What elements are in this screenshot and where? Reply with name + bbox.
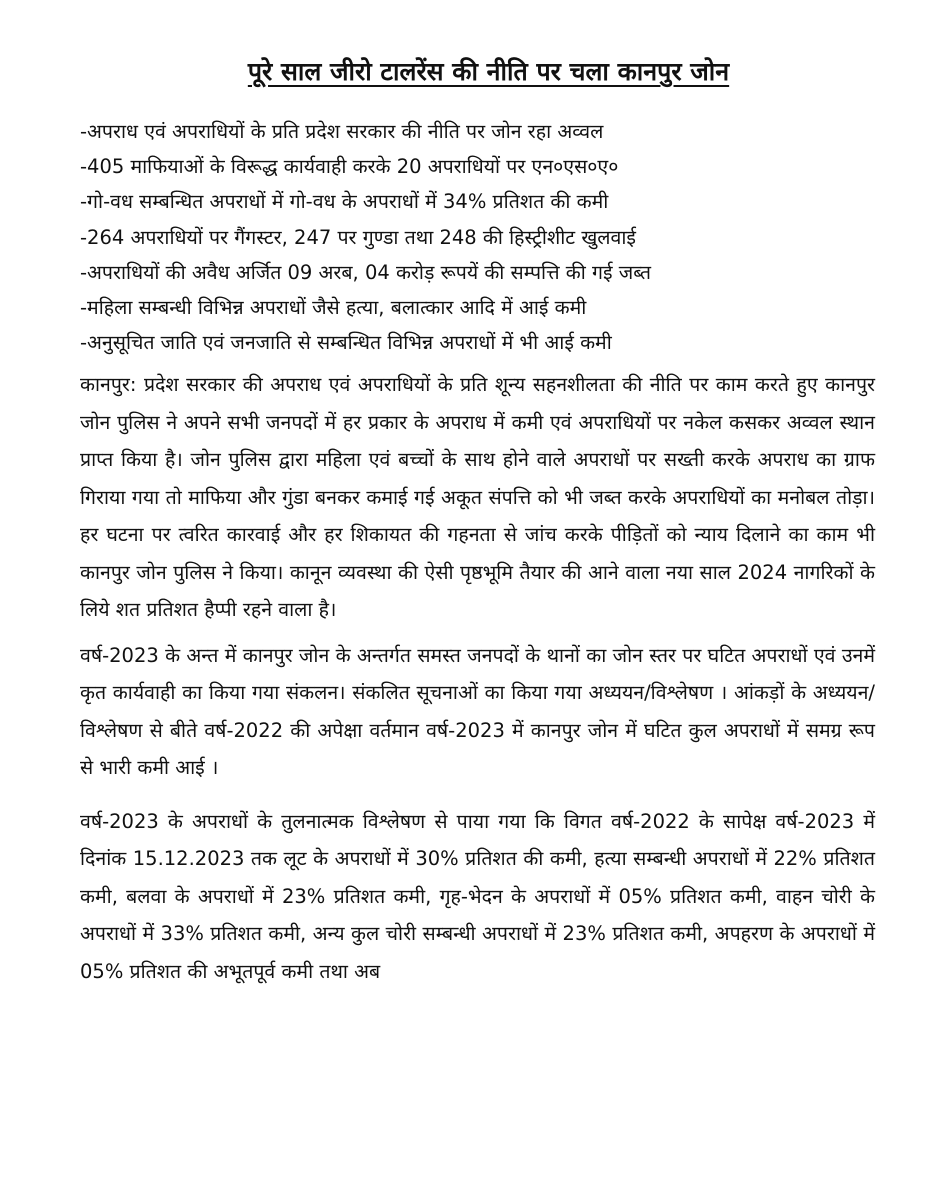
highlight-item: -अपराध एवं अपराधियों के प्रति प्रदेश सरकार की नीति पर जोन रहा अव्वल <box>80 120 604 143</box>
body-paragraph-comparison: वर्ष-2023 के अपराधों के तुलनात्मक विश्लेषण से पाया गया कि विगत वर्ष-2022 के सापेक्ष वर्ष-2023 में दिनांक 15.12.2023 तक लूट के अपराधों में 30% प्रतिशत की कमी, हत्या सम्बन्धी अपराधों में 22% प्रतिशत कमी, बलवा के अपराधों में 23% प्रतिशत कमी, गृह-भेदन के अपराधों में 05% प्रतिशत कमी, वाहन चोरी के अपराधों में 33% प्रतिशत कमी, अन्य कुल चोरी सम्बन्धी अपराधों में 23% प्रतिशत कमी, अपहरण के अपराधों में 05% प्रतिशत की अभूतपूर्व कमी तथा अब <box>80 809 875 983</box>
body-paragraph-intro: कानपुर: प्रदेश सरकार की अपराध एवं अपराधियों के प्रति शून्य सहनशीलता की नीति पर काम करते हुए कानपुर जोन पुलिस ने अपने सभी जनपदों में हर प्रकार के अपराध में कमी एवं अपराधियों पर नकेल कसकर अव्वल स्थान प्राप्त किया है। जोन पुलिस द्वारा महिला एवं बच्चों के साथ होने वाले अपराधों पर सख्ती करके अपराध का ग्राफ गिराया गया तो माफिया और गुंडा बनकर कमाई गई अकूत संपत्ति को भी जब्त करके अपराधियों का मनोबल तोड़ा। हर घटना पर त्वरित कारवाई और हर शिकायत की गहनता से जांच करके पीड़ितों को न्याय दिलाने का काम भी कानपुर जोन पुलिस ने किया। कानून व्यवस्था की ऐसी पृष्ठभूमि तैयार की आने वाला नया साल 2024 नागरिकों के लिये शत प्रतिशत हैप्पी रहने वाला है। <box>80 373 875 622</box>
highlight-item: -405 माफियाओं के विरूद्ध कार्यवाही करके 20 अपराधियों पर एन०एस०ए० <box>80 155 619 179</box>
highlight-item: -अनुसूचित जाति एवं जनजाति से सम्बन्धित विभिन्न अपराधों में भी आई कमी <box>80 331 612 355</box>
highlight-item: -महिला सम्बन्धी विभिन्न अपराधों जैसे हत्या, बलात्कार आदि में आई कमी <box>80 296 587 320</box>
highlight-item: -264 अपराधियों पर गैंगस्टर, 247 पर गुण्डा तथा 248 की हिस्ट्रीशीट खुलवाई <box>80 225 636 249</box>
highlights-list <box>80 114 875 360</box>
highlight-item: -गो-वध सम्बन्धित अपराधों में गो-वध के अपराधों में 34% प्रतिशत की कमी <box>80 190 609 214</box>
document-title: पूरे साल जीरो टालरेंस की नीति पर चला कानपुर जोन <box>247 57 730 86</box>
highlight-item: -अपराधियों की अवैध अर्जित 09 अरब, 04 करोड़ रूपयें की सम्पत्ति की गई जब्त <box>80 260 651 284</box>
body-paragraph-analysis: वर्ष-2023 के अन्त में कानपुर जोन के अन्तर्गत समस्त जनपदों के थानों का जोन स्तर पर घटित अपराधों एवं उनमें कृत कार्यवाही का किया गया संकलन। संकलित सूचनाओं का किया गया अध्ययन/विश्लेषण । आंकड़ों के अध्ययन/ विश्लेषण से बीते वर्ष-2022 की अपेक्षा वर्तमान वर्ष-2023 में कानपुर जोन में घटित कुल अपराधों में समग्र रूप से भारी कमी आई । <box>80 643 875 780</box>
